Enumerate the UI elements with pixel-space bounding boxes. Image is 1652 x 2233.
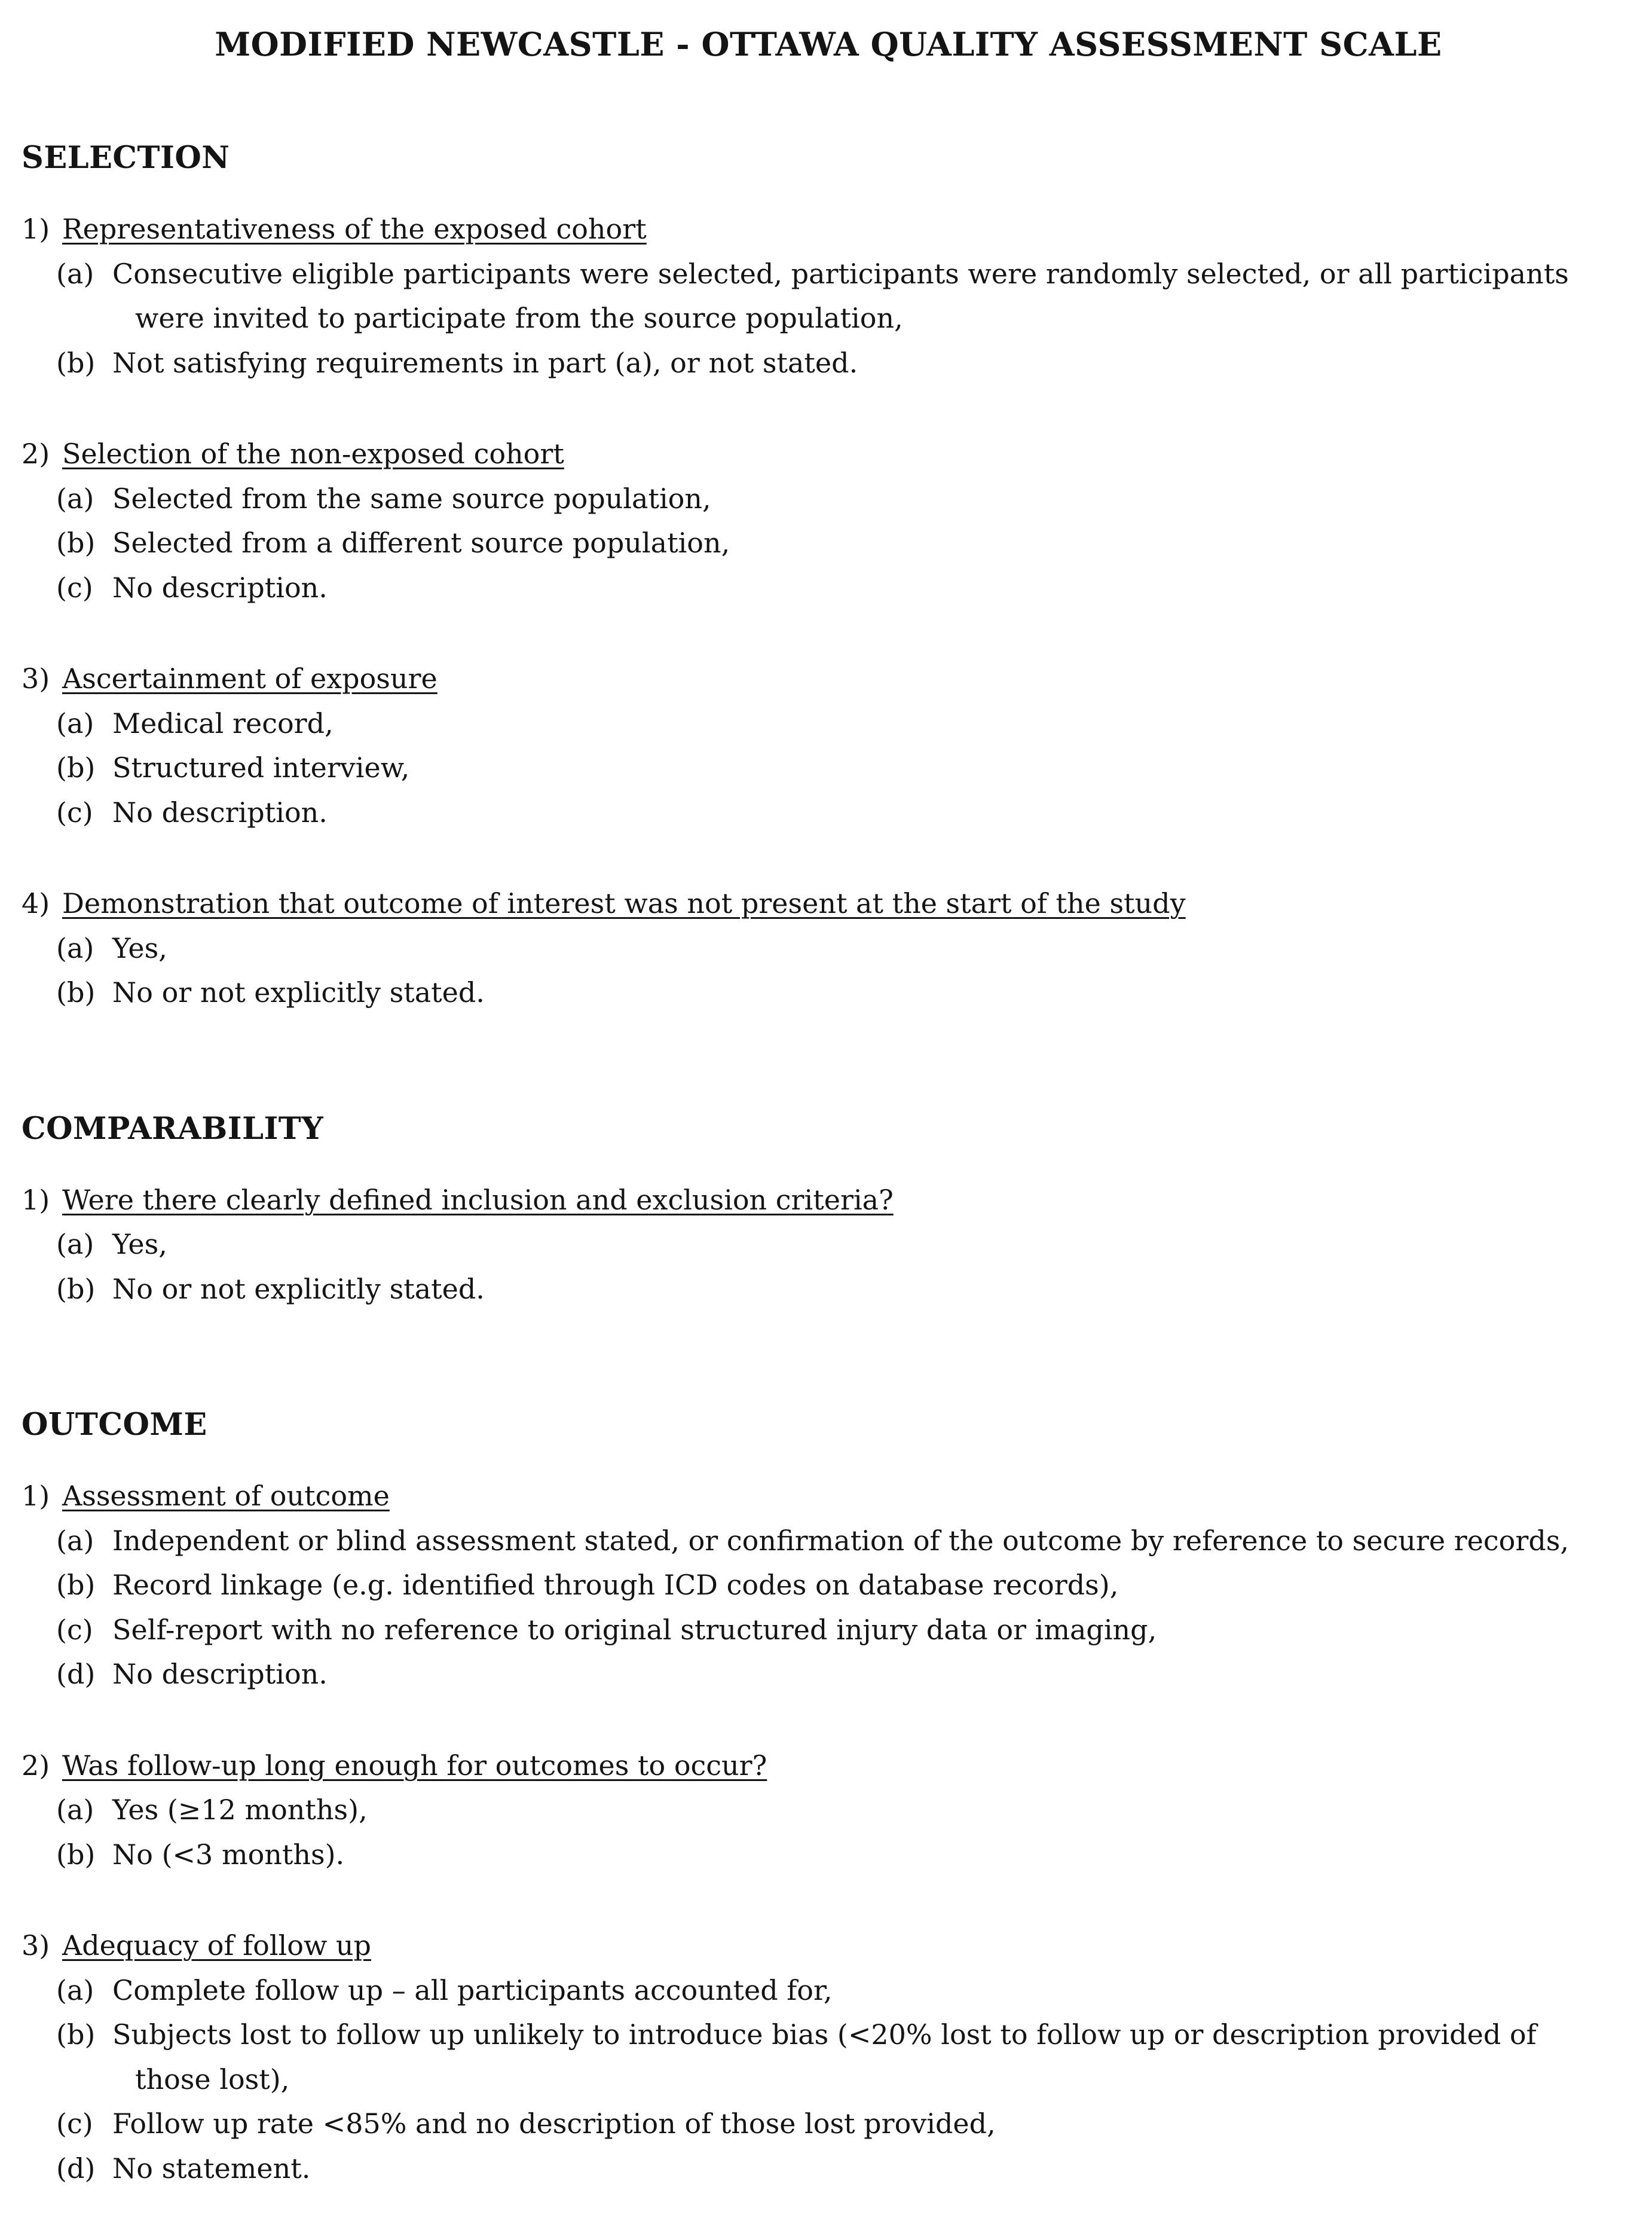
question-number: 3)	[22, 1929, 50, 1962]
question-number: 3)	[22, 662, 50, 695]
option-text: Medical record,	[112, 707, 334, 740]
answer-option	[22, 701, 1635, 746]
option-letter: (b)	[56, 976, 96, 1009]
answer-option	[22, 341, 1635, 386]
option-text: No (<3 months).	[112, 1838, 345, 1871]
question-title: Selection of the non-exposed cohort	[62, 438, 564, 471]
answer-option	[22, 1519, 1635, 1563]
question	[22, 1923, 1635, 2191]
question-title: Assessment of outcome	[62, 1480, 390, 1513]
question-title-row	[22, 207, 1635, 252]
answer-option	[22, 1968, 1635, 2013]
answer-option	[22, 746, 1635, 790]
answer-option	[22, 252, 1635, 341]
question-title: Was follow-up long enough for outcomes to occur?	[62, 1749, 767, 1782]
option-text: Selected from the same source population,	[112, 482, 711, 515]
answer-option	[22, 1267, 1635, 1312]
section-outcome	[22, 1311, 1635, 2191]
option-letter: (a)	[56, 482, 94, 515]
question-number: 1)	[22, 1480, 50, 1513]
answer-option	[22, 1652, 1635, 1697]
answer-option	[22, 566, 1635, 610]
answer-option	[22, 790, 1635, 835]
option-letter: (b)	[56, 2018, 96, 2051]
option-text: Complete follow up – all participants accounted for,	[112, 1974, 833, 2006]
question-title-row	[22, 656, 1635, 701]
question	[22, 656, 1635, 835]
question	[22, 881, 1635, 1015]
question-title-row	[22, 1923, 1635, 1968]
question	[22, 207, 1635, 385]
option-letter: (a)	[56, 257, 94, 290]
option-text: Not satisfying requirements in part (a), or not stated.	[112, 346, 858, 379]
document-title: MODIFIED NEWCASTLE - OTTAWA QUALITY ASSESSMENT SCALE	[215, 25, 1442, 63]
option-letter: (a)	[56, 707, 94, 740]
option-letter: (b)	[56, 1838, 96, 1871]
question-number: 4)	[22, 887, 50, 920]
option-text: Consecutive eligible participants were selected, participants were randomly selected, or all participants were invited to participate from the source population,	[112, 257, 1569, 335]
option-letter: (a)	[56, 931, 94, 964]
option-text: Independent or blind assessment stated, or confirmation of the outcome by reference to secure records,	[112, 1524, 1570, 1557]
sections-container	[22, 63, 1635, 2191]
question-number: 1)	[22, 1183, 50, 1216]
option-letter: (a)	[56, 1228, 94, 1261]
option-letter: (a)	[56, 1524, 94, 1557]
question-title: Representativeness of the exposed cohort	[62, 213, 647, 245]
question-number: 1)	[22, 213, 50, 245]
answer-option	[22, 1563, 1635, 1608]
option-text: Self-report with no reference to original structured injury data or imaging,	[112, 1613, 1157, 1646]
answer-option	[22, 970, 1635, 1015]
section-heading: OUTCOME	[22, 1407, 207, 1443]
option-text: Yes,	[112, 931, 167, 964]
option-letter: (d)	[56, 2152, 96, 2185]
question-title-row	[22, 1743, 1635, 1788]
section-selection	[22, 63, 1635, 1015]
answer-option	[22, 2012, 1635, 2101]
section-heading: COMPARABILITY	[22, 1110, 324, 1147]
option-text: No statement.	[112, 2152, 311, 2185]
question-title-row	[22, 1178, 1635, 1223]
question-title-row	[22, 432, 1635, 476]
option-text: No description.	[112, 796, 328, 829]
option-text: Subjects lost to follow up unlikely to introduce bias (<20% lost to follow up or description provided of those lost),	[112, 2018, 1537, 2095]
answer-option	[22, 926, 1635, 971]
answer-option	[22, 1788, 1635, 1832]
answer-option	[22, 1608, 1635, 1652]
section-comparability	[22, 1015, 1635, 1312]
question-title-row	[22, 881, 1635, 926]
option-text: No description.	[112, 571, 328, 604]
option-letter: (b)	[56, 346, 96, 379]
option-text: Selected from a different source population,	[112, 527, 730, 560]
option-text: Yes (≥12 months),	[112, 1794, 368, 1826]
answer-option	[22, 521, 1635, 566]
question-title: Ascertainment of exposure	[62, 662, 438, 695]
option-letter: (b)	[56, 1272, 96, 1305]
option-text: No or not explicitly stated.	[112, 1272, 485, 1305]
question	[22, 432, 1635, 610]
option-letter: (a)	[56, 1974, 94, 2006]
option-letter: (b)	[56, 752, 96, 784]
question-number: 2)	[22, 438, 50, 471]
question-title: Adequacy of follow up	[62, 1929, 372, 1962]
option-letter: (a)	[56, 1794, 94, 1826]
option-letter: (c)	[56, 1613, 93, 1646]
option-letter: (b)	[56, 1569, 96, 1602]
option-text: Structured interview,	[112, 752, 410, 784]
option-letter: (c)	[56, 571, 93, 604]
answer-option	[22, 476, 1635, 521]
answer-option	[22, 2101, 1635, 2146]
option-text: No or not explicitly stated.	[112, 976, 485, 1009]
question-title: Demonstration that outcome of interest was not present at the start of the study	[62, 887, 1186, 920]
answer-option	[22, 2146, 1635, 2191]
option-letter: (c)	[56, 2107, 93, 2140]
option-letter: (c)	[56, 796, 93, 829]
question	[22, 1474, 1635, 1697]
option-text: Yes,	[112, 1228, 167, 1261]
question-title: Were there clearly defined inclusion and exclusion criteria?	[62, 1183, 894, 1216]
question	[22, 1743, 1635, 1877]
option-text: Record linkage (e.g. identified through ICD codes on database records),	[112, 1569, 1119, 1602]
answer-option	[22, 1222, 1635, 1267]
question-number: 2)	[22, 1749, 50, 1782]
option-text: No description.	[112, 1658, 328, 1691]
question-title-row	[22, 1474, 1635, 1519]
answer-option	[22, 1832, 1635, 1877]
option-text: Follow up rate <85% and no description of those lost provided,	[112, 2107, 996, 2140]
option-letter: (d)	[56, 1658, 96, 1691]
option-letter: (b)	[56, 527, 96, 560]
section-heading: SELECTION	[22, 140, 230, 176]
question	[22, 1178, 1635, 1312]
